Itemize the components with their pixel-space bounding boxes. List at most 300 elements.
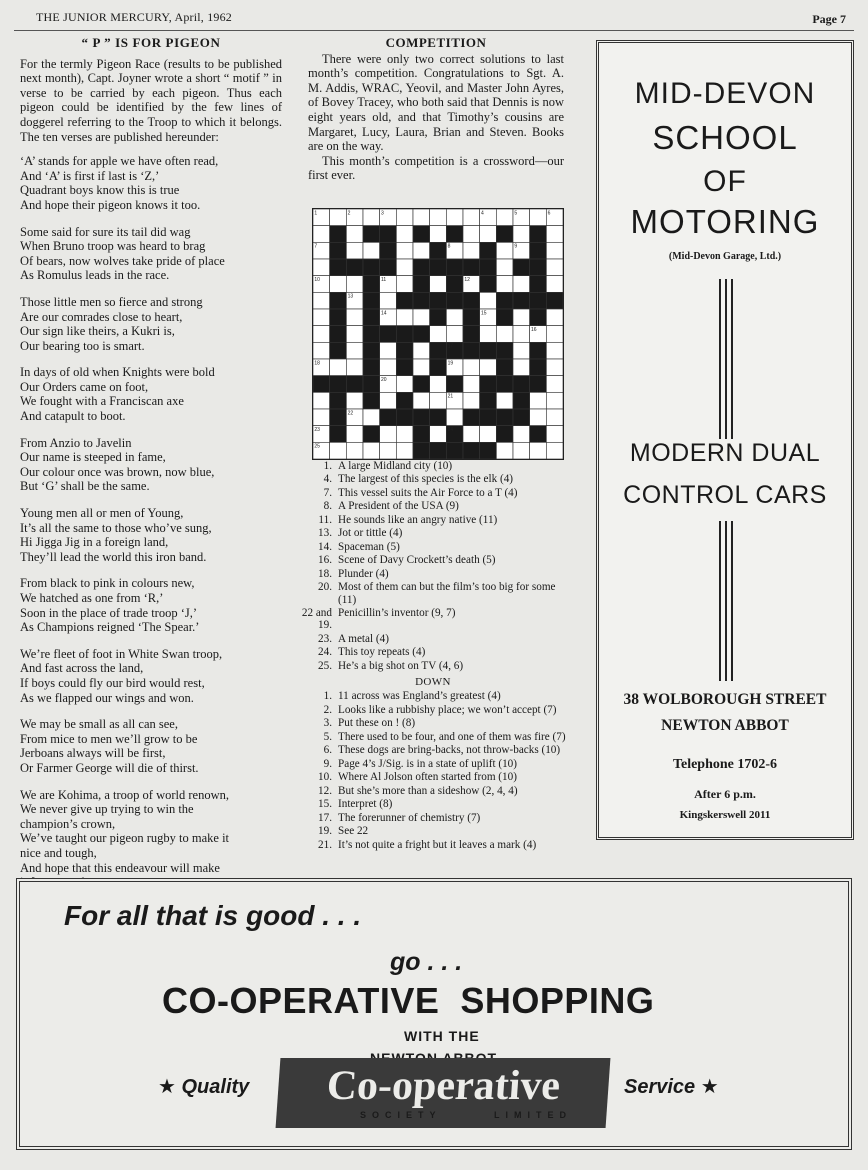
clue-number: 1. [323,690,332,703]
crossword-block [530,242,547,259]
crossword-block [330,226,347,243]
clue-text: See 22 [338,825,369,838]
crossword-block [396,342,413,359]
crossword-number [314,427,320,433]
clue-number: 5. [323,730,332,743]
crossword-cell[interactable] [480,292,497,309]
down-clues [300,690,566,851]
crossword-block [480,392,497,409]
crossword-cell[interactable] [396,209,413,226]
crossword-block [330,376,347,393]
crossword-block [496,292,513,309]
clue [300,825,566,837]
crossword-number [481,310,487,316]
clue-text: It’s not quite a fright but it leaves a mark (4) [338,838,537,851]
crossword-cell[interactable] [546,376,563,393]
verse: Those little men so fierce and strong Are our comrades close to heart, Our sign like theirs, a Kukri is, Our bearing too is smart. [20,294,203,353]
clue-text: Most of them can but the film’s too big for some (11) [338,581,556,606]
clue-number: 18. [318,567,332,580]
crossword-cell[interactable] [496,209,513,226]
clue-number: 13. [318,527,332,540]
crossword-cell[interactable] [430,326,447,343]
crossword-cell[interactable] [546,326,563,343]
crossword-cell[interactable] [380,342,397,359]
crossword-cell[interactable] [513,326,530,343]
ad-subtitle: (Mid-Devon Garage, Ltd.) [668,251,782,262]
crossword-cell[interactable] [430,392,447,409]
crossword-cell[interactable] [363,442,380,459]
crossword-cell[interactable] [513,276,530,293]
clue-text: Where Al Jolson often started from (10) [338,771,517,784]
crossword-block [363,276,380,293]
clue-number: 17. [318,811,332,824]
clue [300,568,566,580]
crossword-cell[interactable] [546,309,563,326]
ad-line-motoring: MOTORING [630,203,820,240]
crossword-cell[interactable] [546,242,563,259]
clue-text: Scene of Davy Crockett’s death (5) [338,554,496,567]
crossword-cell[interactable] [396,242,413,259]
crossword-cell[interactable] [396,376,413,393]
clue [300,473,566,485]
down-heading: DOWN [415,676,451,689]
crossword-cell[interactable] [413,342,430,359]
crossword-cell[interactable] [513,309,530,326]
crossword-cell[interactable] [446,409,463,426]
verse: From Anzio to Javelin Our name is steeped in fame, Our colour once was brown, now blue, But ‘G’ shall be the same. [20,435,215,494]
header-rule [14,30,854,31]
crossword-block [530,359,547,376]
crossword-block [363,292,380,309]
crossword-cell[interactable] [546,342,563,359]
crossword-cell[interactable] [396,426,413,443]
ad-rule [725,521,727,681]
clue-number: 14. [318,540,332,553]
crossword-block [430,342,447,359]
crossword-cell[interactable] [346,442,363,459]
crossword-cell[interactable] [346,226,363,243]
crossword-cell[interactable] [463,209,480,226]
crossword-block [446,259,463,276]
ad-rule [731,279,733,439]
crossword-cell[interactable] [346,392,363,409]
crossword-block [313,376,330,393]
crossword-cell[interactable] [380,442,397,459]
crossword-number [514,244,517,250]
clue [300,744,566,756]
crossword-cell[interactable] [430,276,447,293]
verse: We are Kohima, a troop of world renown, We never give up trying to win the champion’s crown, We’ve taught our pigeon rugby to make it nice and tough, And hope that this endeavour will make [20,787,230,875]
crossword-block [513,376,530,393]
crossword-block [430,442,447,459]
page-number: Page 7 [812,12,846,26]
crossword-number [381,310,387,316]
crossword-block [430,259,447,276]
crossword-block [496,426,513,443]
clue [300,460,566,472]
across-clues [300,460,566,672]
crossword-block [330,426,347,443]
clue-number: 11. [318,513,332,526]
clue-text: He’s a big shot on TV (4, 6) [338,659,464,672]
clue [300,487,566,499]
crossword-cell[interactable] [396,259,413,276]
clue-number: 21. [318,838,332,851]
clue-text: Interpret (8) [338,798,393,811]
crossword-number [464,277,470,283]
crossword-block [513,292,530,309]
verse: Some said for sure its tail did wag When Bruno troop was heard to brag Of bears, now wolves take pride of place As Romulus leads in the race. [20,224,225,283]
crossword-cell[interactable] [346,359,363,376]
clue [300,690,566,702]
ad-rule [725,279,727,439]
crossword-number [314,244,317,250]
crossword-block [380,226,397,243]
clue-number: 16. [318,554,332,567]
crossword-cell[interactable] [430,426,447,443]
crossword-cell[interactable] [480,359,497,376]
crossword-cell[interactable] [546,426,563,443]
competition-title: COMPETITION [385,35,487,50]
crossword-cell[interactable] [380,359,397,376]
crossword-block [530,342,547,359]
crossword-block [380,242,397,259]
clue-text: These dogs are bring-backs, not throw-backs (10) [338,744,561,757]
crossword-cell[interactable] [546,276,563,293]
crossword-cell[interactable] [346,326,363,343]
crossword-block [530,309,547,326]
crossword-cell[interactable] [396,276,413,293]
crossword-block [463,326,480,343]
crossword-block [463,342,480,359]
crossword-block [530,292,547,309]
clue-text: The largest of this species is the elk (4) [338,473,514,486]
clue [300,554,566,566]
competition-intro: This month’s competition is a crossword—our first ever. [308,153,564,183]
ad-after-hours: After 6 p.m. [694,787,756,801]
clue-text: There used to be four, and one of them was fire (7) [338,730,566,743]
crossword-cell[interactable] [396,226,413,243]
clue [300,731,566,743]
crossword-cell[interactable] [430,226,447,243]
crossword-cell[interactable] [430,209,447,226]
crossword-cell[interactable] [496,276,513,293]
ad-line-of: OF [703,165,747,198]
crossword-number [314,210,317,216]
crossword-cell[interactable] [363,409,380,426]
clue [300,839,566,851]
crossword-cell[interactable] [513,342,530,359]
crossword-cell[interactable] [430,376,447,393]
verse: ‘A’ stands for apple we have often read, And ‘A’ is first if last is ‘Z,’ Quadrant boys know this is true And hope their pigeon knows it too. [20,154,219,212]
clue-text: 11 across was England’s greatest (4) [338,690,501,703]
competition-results: There were only two correct solutions to last month’s competition. Congratulations to Sgt. A. M. Addis, WRAC, Yeovil, and Master John Ayres, of Bovey Tracey, who both said that Dennis is now eight years old, and that Timothy’s cousins are Margaret, Lucy, Laura, Brian and Steven. Books are on the way. [308,51,564,154]
crossword-number [314,277,320,283]
crossword-cell[interactable] [546,226,563,243]
pigeon-article [20,36,282,902]
article-title: “ P ” IS FOR PIGEON [81,35,221,50]
coop-with-the: WITH THE [404,1028,480,1044]
clue [300,660,566,672]
crossword-cell[interactable] [313,392,330,409]
coop-headline: CO-OPERATIVE SHOPPING [162,980,655,1021]
crossword-cell[interactable] [380,426,397,443]
crossword-block [413,442,430,459]
crossword-cell[interactable] [330,209,347,226]
clue-number: 9. [323,757,332,770]
crossword-number [314,444,320,450]
clue [300,527,566,539]
crossword-cell[interactable] [463,242,480,259]
crossword-cell[interactable] [546,259,563,276]
clue-number: 19. [318,825,332,838]
crossword-cell[interactable] [313,326,330,343]
ad-rule [719,279,721,439]
crossword-block [463,442,480,459]
crossword-block [330,342,347,359]
crossword-number [481,210,484,216]
crossword-number [448,360,454,366]
clue [300,646,566,658]
crossword-cell[interactable] [496,326,513,343]
clue-number: 22 and 19. [301,607,332,632]
crossword-cell[interactable] [396,442,413,459]
clue [300,541,566,553]
crossword-number [381,210,384,216]
crossword-block [363,226,380,243]
crossword-block [530,259,547,276]
crossword-number [548,210,551,216]
clue-text: Penicillin’s inventor (9, 7) [338,607,456,620]
clue [300,717,566,729]
crossword-block [496,226,513,243]
coop-ad [16,878,852,1150]
clue-number: 4. [323,473,332,486]
crossword-block [330,292,347,309]
crossword-block [513,392,530,409]
clue [300,798,566,810]
crossword-block [380,409,397,426]
clue-text: The forerunner of chemistry (7) [338,811,481,824]
crossword-cell[interactable] [413,359,430,376]
crossword-cell[interactable] [513,442,530,459]
crossword-cell[interactable] [313,342,330,359]
coop-slogan: For all that is good . . . [64,900,362,931]
crossword-number [348,294,354,300]
clue-text: This toy repeats (4) [338,646,426,659]
crossword-cell[interactable] [313,226,330,243]
crossword-cell[interactable] [546,392,563,409]
crossword-grid[interactable] [312,208,564,460]
crossword-cell[interactable] [446,309,463,326]
clue-text: Put these on ! (8) [338,717,416,730]
crossword-block [363,376,380,393]
crossword-block [396,359,413,376]
crossword-number [448,344,454,350]
crossword-block [330,242,347,259]
running-header: THE JUNIOR MERCURY, April, 1962 [36,10,232,24]
clue [300,607,566,632]
crossword-cell[interactable] [530,442,547,459]
clue-number: 1. [323,460,332,472]
crossword-block [480,342,497,359]
ad-line-mid-devon: MID-DEVON [634,77,816,110]
crossword-cell[interactable] [413,242,430,259]
crossword-block [413,276,430,293]
crossword-cell[interactable] [463,359,480,376]
crossword-cell[interactable] [330,276,347,293]
crossword-cell[interactable] [380,392,397,409]
crossword-block [463,259,480,276]
crossword-cell[interactable] [546,409,563,426]
crossword-cell[interactable] [313,409,330,426]
crossword-cell[interactable] [330,359,347,376]
clue [300,704,566,716]
clue-text: Page 4’s J/Sig. is in a state of uplift (10) [338,757,517,770]
verse: Young men all or men of Young, It’s all the same to those who’ve sung, Hi Jigga Jig in a foreign land, They’ll lead the world this iron band. [20,506,212,564]
crossword-number [514,210,517,216]
verse: From black to pink in colours new, We hatched as one from ‘R,’ Soon in the place of trade troop ‘J,’ As Champions reigned ‘The Spear.’ [20,576,200,635]
crossword-block [380,259,397,276]
crossword-block [363,342,380,359]
crossword-cell[interactable] [346,426,363,443]
crossword-block [530,226,547,243]
clue-number: 15. [318,798,332,811]
crossword-cell[interactable] [530,409,547,426]
crossword-number [448,427,454,433]
crossword-cell[interactable] [413,209,430,226]
crossword-cell[interactable] [346,309,363,326]
crossword-cell[interactable] [513,226,530,243]
crossword-block [480,242,497,259]
crossword-block [363,392,380,409]
crossword-number [348,410,354,416]
crossword-block [496,342,513,359]
crossword-cell[interactable] [446,326,463,343]
crossword-number [314,360,320,366]
crossword-cell[interactable] [480,226,497,243]
crossword-block [363,326,380,343]
crossword-block [496,409,513,426]
crossword-block [396,392,413,409]
crossword-block [480,276,497,293]
crossword-cell[interactable] [463,426,480,443]
crossword-cell[interactable] [463,392,480,409]
crossword-cell[interactable] [496,442,513,459]
clue-number: 6. [323,744,332,757]
ad-rule [719,521,721,681]
crossword-block [380,326,397,343]
crossword-block [330,309,347,326]
clue-number: 24. [318,646,332,659]
coop-logo: Co-operative [276,1058,611,1128]
crossword-cell[interactable] [463,376,480,393]
clue [300,771,566,783]
verse: We’re fleet of foot in White Swan troop, And fast across the land, If boys could fly our bird would rest, As we flapped our wings and won. [20,646,223,705]
ad-telephone: Telephone 1702-6 [672,757,778,772]
crossword-cell[interactable] [446,209,463,226]
crossword-cell[interactable] [546,442,563,459]
crossword-cell[interactable] [496,392,513,409]
crossword-block [430,309,447,326]
crossword-cell[interactable] [413,392,430,409]
crossword-cell[interactable] [546,359,563,376]
clue [300,812,566,824]
crossword-block [446,376,463,393]
crossword-block [530,376,547,393]
ad-line-school: SCHOOL [652,119,798,156]
crossword-cell[interactable] [313,259,330,276]
crossword-cell[interactable] [346,276,363,293]
crossword-cell[interactable] [313,309,330,326]
crossword-block [546,292,563,309]
crossword-block [530,426,547,443]
crossword-block [363,259,380,276]
crossword-clues [300,460,566,852]
crossword-block [330,259,347,276]
clue-number: 12. [318,784,332,797]
crossword-block [430,409,447,426]
ad-line-control-cars: CONTROL CARS [623,481,827,509]
crossword-block [346,259,363,276]
crossword-block [396,326,413,343]
crossword-cell[interactable] [363,209,380,226]
crossword-block [463,292,480,309]
crossword-cell[interactable] [463,226,480,243]
crossword-cell[interactable] [496,259,513,276]
crossword-cell[interactable] [513,359,530,376]
crossword-cell[interactable] [380,292,397,309]
crossword-number [448,394,454,400]
crossword-cell[interactable] [330,442,347,459]
crossword-block [413,376,430,393]
clue-text: This vessel suits the Air Force to a T (4) [338,486,518,499]
clue-number: 7. [323,486,332,499]
crossword-cell[interactable] [513,426,530,443]
crossword-cell[interactable] [413,309,430,326]
crossword-block [413,292,430,309]
crossword-block [430,242,447,259]
crossword-block [413,426,430,443]
coop-society: SOCIETY [360,1110,442,1120]
crossword-cell[interactable] [396,309,413,326]
crossword-block [463,409,480,426]
crossword-block [513,409,530,426]
crossword-cell[interactable] [530,392,547,409]
clue-text: A metal (4) [338,632,389,645]
clue-text: But she’s more than a sideshow (2, 4, 4) [338,784,518,797]
crossword-cell[interactable] [496,242,513,259]
clue-number: 25. [318,659,332,672]
article-intro: For the termly Pigeon Race (results to be published next month), Capt. Joyner wrote a short “ motif ” in verse to be carried by each pigeon. Thus each pigeon could be identified by the few lines of doggerel referring to the Troop to which it belongs. The ten verses are published hereunder: [20,56,282,144]
crossword-block [446,442,463,459]
clue [300,758,566,770]
clue [300,785,566,797]
clue-number: 3. [323,717,332,730]
crossword-cell[interactable] [346,242,363,259]
crossword-block [530,276,547,293]
crossword-cell[interactable] [313,292,330,309]
crossword-cell[interactable] [530,209,547,226]
crossword-block [346,376,363,393]
crossword-cell[interactable] [480,426,497,443]
crossword-block [330,326,347,343]
crossword-block [413,226,430,243]
crossword-block [413,259,430,276]
crossword-cell[interactable] [480,326,497,343]
crossword-cell[interactable] [363,242,380,259]
crossword-cell[interactable] [346,342,363,359]
